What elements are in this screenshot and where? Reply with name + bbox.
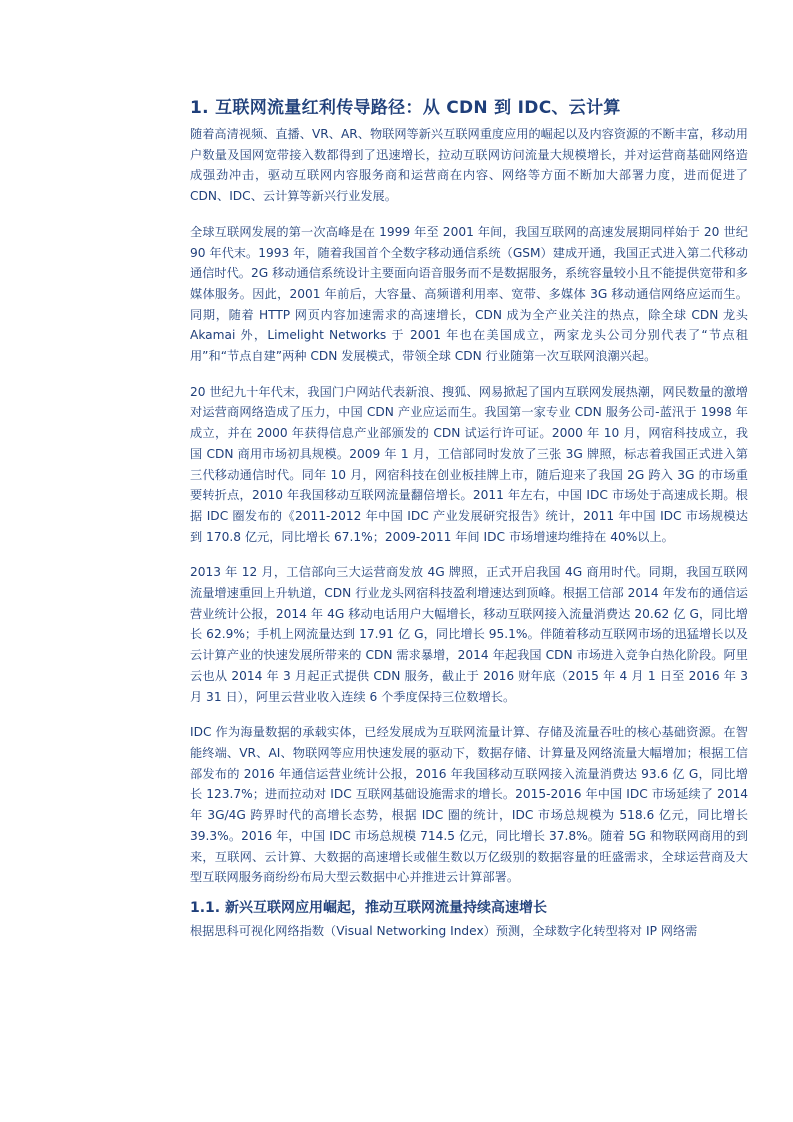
document-page [190,96,748,942]
paragraph-idc: IDC 作为海量数据的承载实体，已经发展成为互联网流量计算、存储及流量吞吐的核心基础资源。在智能终端、VR、AI、物联网等应用快速发展的驱动下，数据存储、计算量及网络流量大幅增加；根据工信部发布的 2016 年通信运营业统计公报，2016 年我国移动互联网接入流量消费达 93.6 亿 G，同比增长 123.7%；进而拉动对 IDC 互联网基础设施需求的增长。2015-2016 年中国 IDC 市场延续了 2014 年 3G/4G 跨界时代的高增长态势，根据 IDC 圈的统计，IDC 市场总规模为 518.6 亿元，同比增长 39.3%。2016 年，中国 IDC 市场总规模 714.5 亿元，同比增长 37.8%。随着 5G 和物联网商用的到来，互联网、云计算、大数据的高速增长或催生数以万亿级别的数据容量的旺盛需求，全球运营商及大型互联网服务商纷纷布局大型云数据中心并推进云计算部署。 [190,725,748,885]
subsection-heading: 1.1. 新兴互联网应用崛起，推动互联网流量持续高速增长 [190,899,547,916]
paragraph-china-cdn: 20 世纪九十年代末，我国门户网站代表新浪、搜狐、网易掀起了国内互联网发展热潮，网民数量的激增对运营商网络造成了压力，中国 CDN 产业应运而生。我国第一家专业 CDN 服务公司-蓝汛于 1998 年成立，并在 2000 年获得信息产业部颁发的 CDN 试运行许可证。2000 年 10 月，网宿科技成立，我国 CDN 商用市场初具规模。2009 年 1 月，工信部同时发放了三张 3G 牌照，标志着我国正式进入第三代移动通信时代。同年 10 月，网宿科技在创业板挂牌上市，随后迎来了我国 2G 跨入 3G 的市场重要转折点，2010 年我国移动互联网流量翻倍增长。2011 年左右，中国 IDC 市场处于高速成长期。根据 IDC 圈发布的《2011-2012 年中国 IDC 产业发展研究报告》统计，2011 年中国 IDC 市场规模达到 170.8 亿元，同比增长 67.1%；2009-2011 年间 IDC 市场增速均维持在 40%以上。 [190,384,748,544]
paragraph-intro: 随着高清视频、直播、VR、AR、物联网等新兴互联网重度应用的崛起以及内容资源的不断丰富，移动用户数量及国网宽带接入数都得到了迅速增长，拉动互联网访问流量大规模增长，并对运营商基础网络造成强劲冲击，驱动互联网内容服务商和运营商在内容、网络等方面不断加大部署力度，进而促进了 CDN、IDC、云计算等新兴行业发展。 [190,127,748,204]
paragraph-first-wave: 全球互联网发展的第一次高峰是在 1999 年至 2001 年间，我国互联网的高速发展期同样始于 20 世纪 90 年代末。1993 年，随着我国首个全数字移动通信系统（GSM）建成开通，我国正式进入第二代移动通信时代。2G 移动通信系统设计主要面向语音服务而不是数据服务，系统容量较小且不能提供宽带和多媒体服务。因此，2001 年前后，大容量、高频谱利用率、宽带、多媒体 3G 移动通信网络应运而生。同期，随着 HTTP 网页内容加速需求的高速增长，CDN 成为全产业关注的热点，除全球 CDN 龙头 Akamai 外，Limelight Networks 于 2001 年也在美国成立，两家龙头公司分别代表了“节点租用”和“节点自建”两种 CDN 发展模式，带领全球 CDN 行业随第一次互联网浪潮兴起。 [190,224,748,364]
paragraph-4g-era: 2013 年 12 月，工信部向三大运营商发放 4G 牌照，正式开启我国 4G 商用时代。同期，我国互联网流量增速重回上升轨道，CDN 行业龙头网宿科技盈利增速达到顶峰。根据工信部 2014 年发布的通信运营业统计公报，2014 年 4G 移动电话用户大幅增长，移动互联网接入流量消费达 20.62 亿 G，同比增长 62.9%；手机上网流量达到 17.91 亿 G，同比增长 95.1%。伴随着移动互联网市场的迅猛增长以及云计算产业的快速发展所带来的 CDN 需求暴增，2014 年起我国 CDN 市场进入竞争白热化阶段。阿里云也从 2014 年 3 月起正式提供 CDN 服务，截止于 2016 财年底（2015 年 4 月 1 日至 2016 年 3 月 31 日），阿里云营业收入连续 6 个季度保持三位数增长。 [190,565,748,704]
paragraph-cisco-vni: 根据思科可视化网络指数（Visual Networking Index）预测，全球数字化转型将对 IP 网络需 [190,923,698,938]
section-heading: 1. 互联网流量红利传导路径：从 CDN 到 IDC、云计算 [190,98,621,118]
